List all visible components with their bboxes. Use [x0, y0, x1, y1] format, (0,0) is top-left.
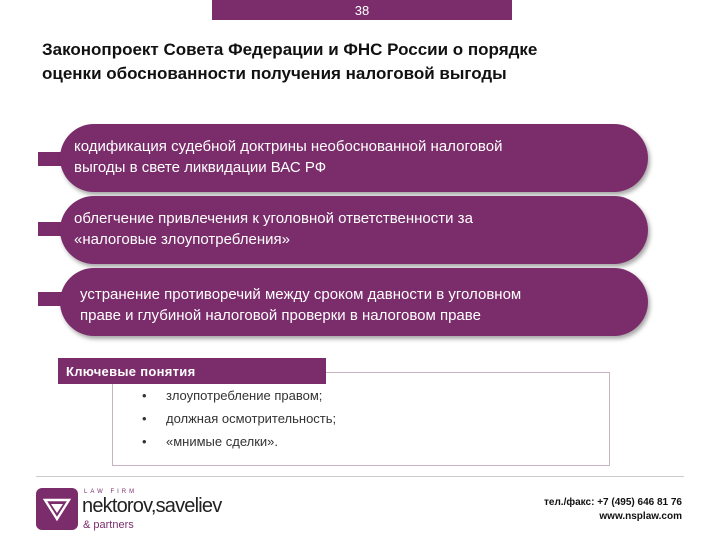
item-line-1: облегчение привлечения к уголовной ответственности за	[74, 210, 473, 227]
item-line-2: выгоды в свете ликвидации ВАС РФ	[74, 159, 327, 176]
logo-name: nektorov,saveliev	[82, 495, 222, 517]
page-number-bar	[212, 0, 512, 20]
contacts	[544, 496, 682, 524]
logo-icon	[36, 488, 78, 530]
item-codification	[60, 124, 648, 192]
item-line-1: устранение противоречий между сроком давности в уголовном	[80, 286, 522, 303]
key-concepts-list	[140, 388, 336, 457]
item-line-2: праве и глубиной налоговой проверки в налоговом праве	[80, 307, 481, 324]
contact-phone: тел./факс: +7 (495) 646 81 76	[543, 497, 682, 508]
logo-tagline: LAW FIRM	[84, 489, 138, 495]
item-line-2: «налоговые злоупотребления»	[74, 231, 290, 248]
logo-sub: & partners	[83, 519, 134, 531]
item-line-1: кодификация судебной доктрины необоснованной налоговой	[74, 138, 503, 155]
page-title	[42, 38, 682, 86]
page-title-line-2: оценки обоснованности получения налоговой выгоды	[42, 64, 507, 83]
contact-website[interactable]: www.nsplaw.com	[599, 511, 682, 522]
concept-item: • должная осмотрительность;	[140, 411, 336, 434]
item-criminal-liability	[60, 196, 648, 264]
concept-item: • злоупотребление правом;	[140, 388, 336, 411]
concept-item: • «мнимые сделки».	[140, 434, 336, 457]
page-title-line-1: Законопроект Совета Федерации и ФНС России о порядке	[42, 40, 538, 59]
item-contradictions	[60, 268, 648, 336]
key-concepts-label: Ключевые понятия	[58, 358, 326, 384]
page-number: 38	[354, 3, 370, 18]
footer-divider	[36, 476, 684, 477]
